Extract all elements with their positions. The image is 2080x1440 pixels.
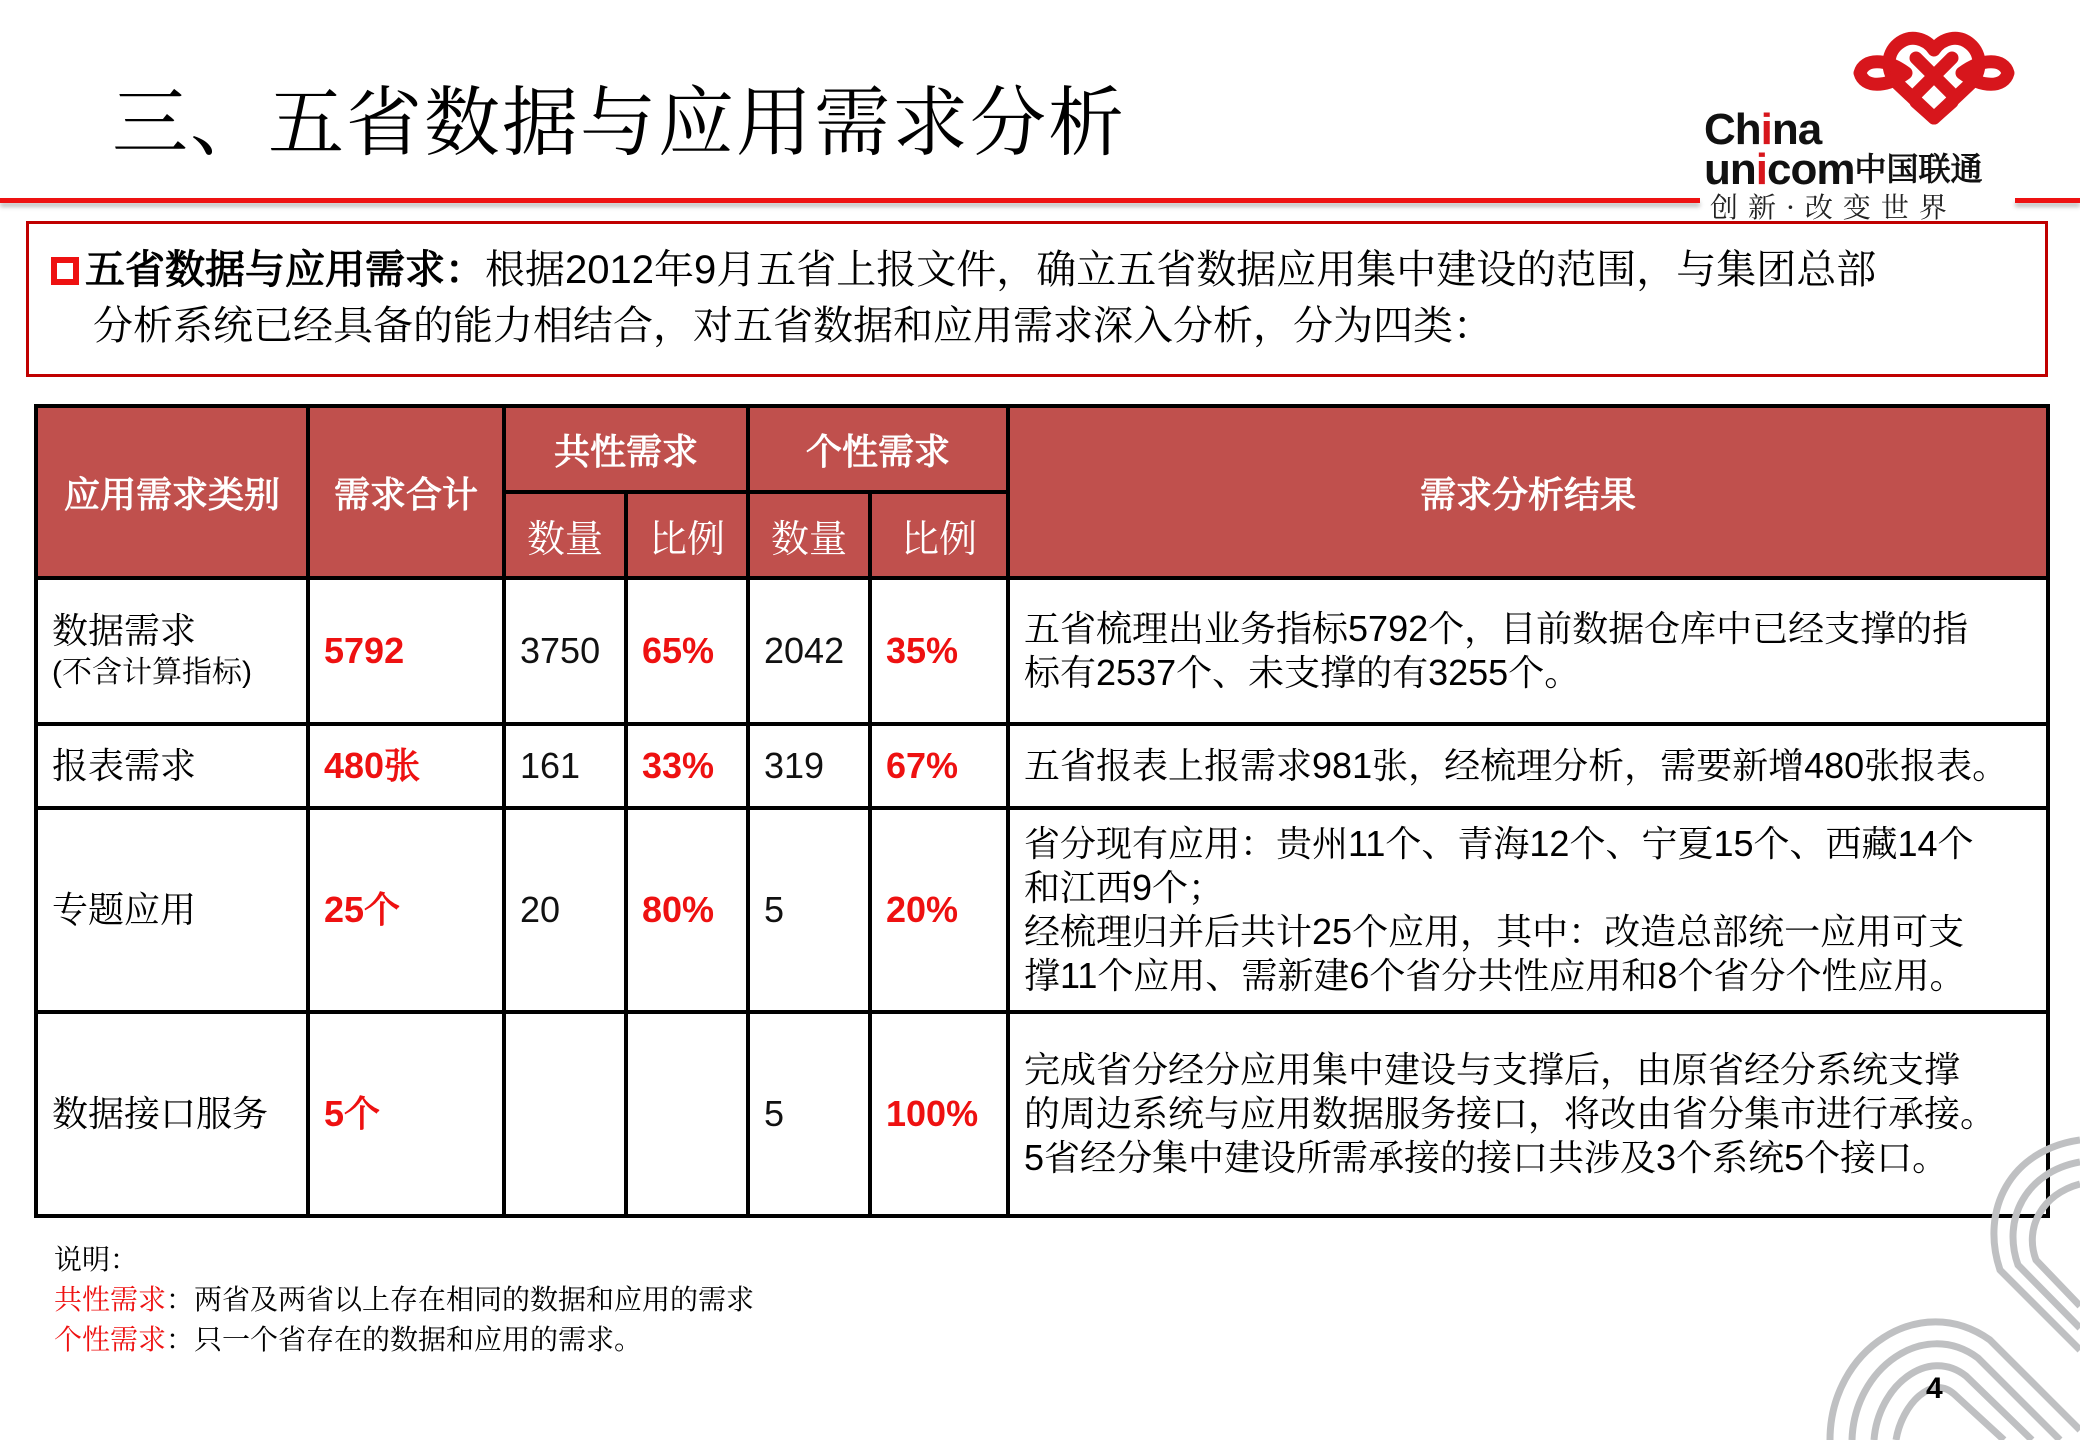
header-common-ratio: 比例 xyxy=(626,492,748,578)
cell-total: 5个 xyxy=(308,1012,504,1216)
cell-common-count: 20 xyxy=(504,808,626,1012)
intro-line-1 xyxy=(51,242,2045,298)
cell-common-count xyxy=(504,1012,626,1216)
cell-total: 5792 xyxy=(308,578,504,724)
cell-individual-count: 5 xyxy=(748,808,870,1012)
notes-section xyxy=(54,1240,754,1360)
intro-line-2: 分析系统已经具备的能力相结合，对五省数据和应用需求深入分析，分为四类： xyxy=(93,304,1493,348)
note-item-individual: 个性需求：只一个省存在的数据和应用的需求。 xyxy=(54,1324,643,1355)
cell-individual-ratio: 67% xyxy=(870,724,1008,808)
cell-common-count: 161 xyxy=(504,724,626,808)
table-row-data-interface xyxy=(36,1012,2048,1216)
header-common: 共性需求 xyxy=(504,406,748,492)
logo-wordmark-unicom: unicom中国联通 xyxy=(1704,145,1983,194)
cell-individual-ratio: 100% xyxy=(870,1012,1008,1216)
square-bullet-icon xyxy=(51,257,79,285)
knot-watermark-icon xyxy=(1810,1100,2080,1440)
cell-total: 25个 xyxy=(308,808,504,1012)
cell-common-ratio: 33% xyxy=(626,724,748,808)
header-category: 应用需求类别 xyxy=(36,406,308,578)
slide-title: 三、五省数据与应用需求分析 xyxy=(112,81,1126,166)
cell-individual-ratio: 20% xyxy=(870,808,1008,1012)
page-number: 4 xyxy=(1926,1372,1943,1405)
header-individual-count: 数量 xyxy=(748,492,870,578)
cell-common-ratio xyxy=(626,1012,748,1216)
cell-individual-count: 319 xyxy=(748,724,870,808)
note-item-common: 共性需求：两省及两省以上存在相同的数据和应用的需求 xyxy=(54,1284,755,1315)
table-row-topic-app xyxy=(36,808,2048,1012)
cell-result: 五省报表上报需求981张，经梳理分析，需要新增480张报表。 xyxy=(1008,724,2048,808)
header-common-count: 数量 xyxy=(504,492,626,578)
notes-heading: 说明： xyxy=(54,1244,139,1275)
china-unicom-logo xyxy=(1700,12,2030,222)
cell-category: 专题应用 xyxy=(36,808,308,1012)
cell-common-ratio: 80% xyxy=(626,808,748,1012)
title-divider xyxy=(0,198,1700,203)
cell-result: 完成省分经分应用集中建设与支撑后，由原省经分系统支撑 的周边系统与应用数据服务接口，将改由省分集市进行承接。 5省经分集中建设所需承接的接口共涉及3个系统5个接口。 xyxy=(1008,1012,2048,1216)
logo-slogan: 创新·改变世界 xyxy=(1710,191,1957,224)
requirements-table xyxy=(34,404,2050,1218)
unicom-knot-icon xyxy=(1846,18,2022,128)
cell-category: 报表需求 xyxy=(36,724,308,808)
table-row-report xyxy=(36,724,2048,808)
cell-result: 省分现有应用：贵州11个、青海12个、宁夏15个、西藏14个 和江西9个； 经梳理归并后共计25个应用，其中：改造总部统一应用可支 撑11个应用、需新建6个省分共性应用和8个省分个性应用。 xyxy=(1008,808,2048,1012)
logo-wordmark-china: China xyxy=(1704,105,1822,154)
header-individual-ratio: 比例 xyxy=(870,492,1008,578)
cell-common-count: 3750 xyxy=(504,578,626,724)
cell-category: 数据需求 (不含计算指标) xyxy=(36,578,308,724)
cell-individual-count: 2042 xyxy=(748,578,870,724)
cell-individual-ratio: 35% xyxy=(870,578,1008,724)
cell-category: 数据接口服务 xyxy=(36,1012,308,1216)
cell-individual-count: 5 xyxy=(748,1012,870,1216)
intro-lead: 五省数据与应用需求： xyxy=(85,248,485,292)
table-row-data xyxy=(36,578,2048,724)
header-total: 需求合计 xyxy=(308,406,504,578)
intro-text-1: 根据2012年9月五省上报文件，确立五省数据应用集中建设的范围，与集团总部 xyxy=(485,248,1877,292)
header-result: 需求分析结果 xyxy=(1008,406,2048,578)
cell-total: 480张 xyxy=(308,724,504,808)
intro-callout xyxy=(26,221,2048,377)
header-individual: 个性需求 xyxy=(748,406,1008,492)
cell-result: 五省梳理出业务指标5792个，目前数据仓库中已经支撑的指 标有2537个、未支撑的有3255个。 xyxy=(1008,578,2048,724)
cell-common-ratio: 65% xyxy=(626,578,748,724)
